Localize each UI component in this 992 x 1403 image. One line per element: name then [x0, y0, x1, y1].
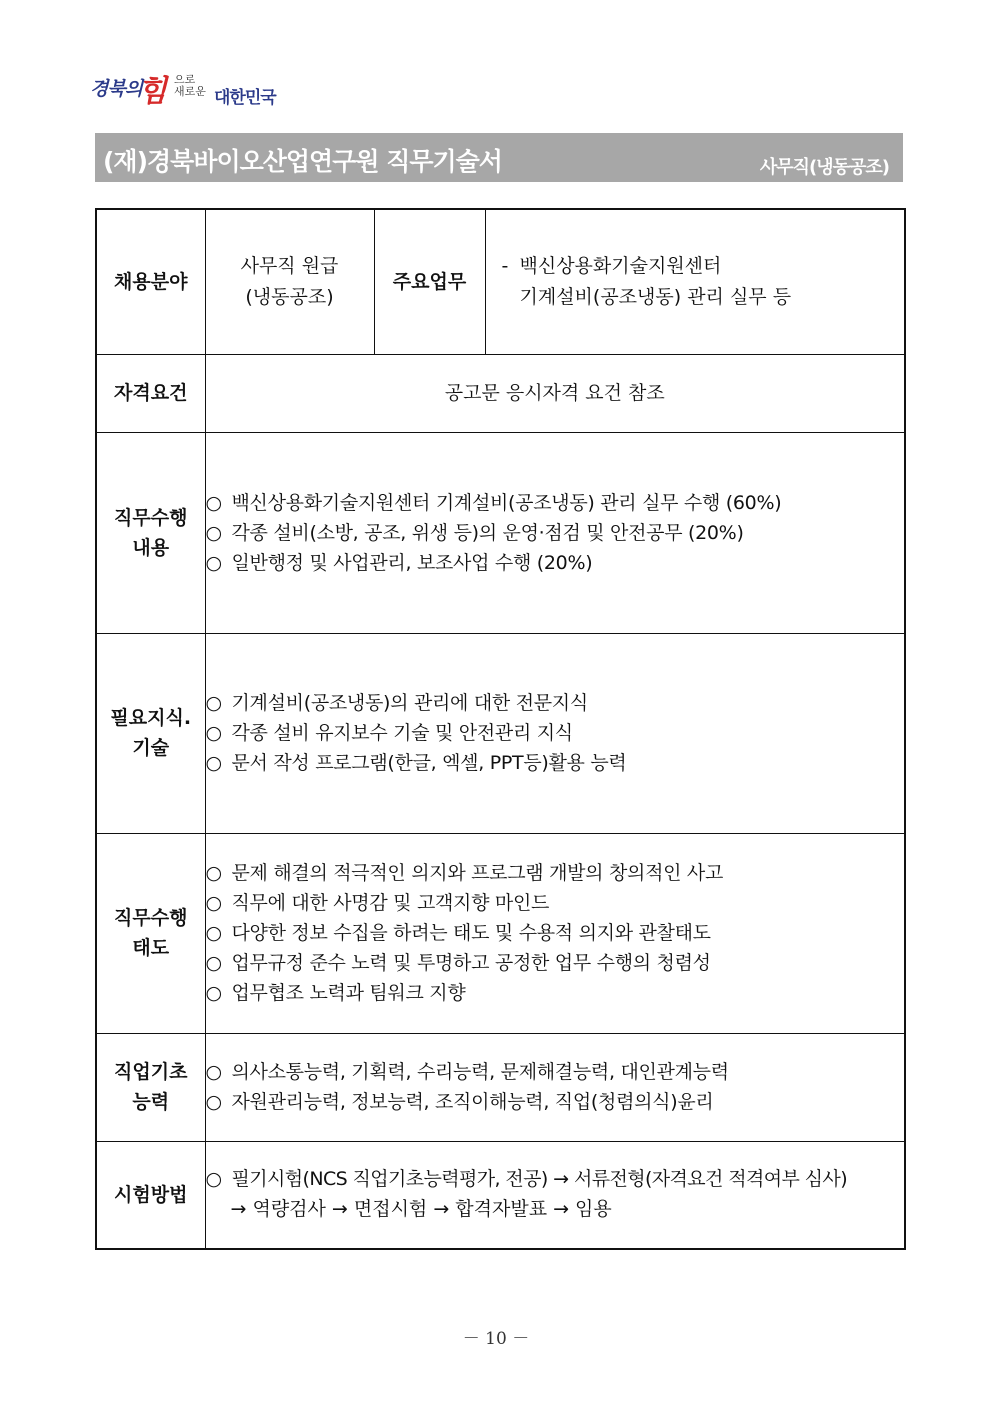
- table-row: [96, 1141, 905, 1249]
- bullet-icon: ○: [205, 982, 222, 1004]
- duties-list: [205, 432, 905, 633]
- list-item: ○ 업무협조 노력과 팀워크 지향: [206, 978, 905, 1008]
- job-description-table: [95, 208, 906, 1250]
- duty-line1: 백신상용화기술지원센터: [519, 254, 722, 277]
- list-item: ○ 업무규정 준수 노력 및 투명하고 공정한 업무 수행의 청렴성: [206, 948, 905, 978]
- duty-dash: -: [501, 254, 509, 277]
- bullet-icon: ○: [205, 892, 222, 914]
- bullet-icon: ○: [205, 952, 222, 974]
- bullet-icon: ○: [205, 1168, 222, 1191]
- document-title-bar: [95, 133, 903, 182]
- basic-ability-label: 직업기초 능력: [96, 1033, 205, 1141]
- list-item: ○ 문서 작성 프로그램(한글, 엑셀, PPT등)활용 능력: [206, 748, 905, 778]
- job-category: 사무직(냉동공조): [759, 157, 889, 178]
- exam-line2: → 역량검사 → 면접시험 → 합격자발표 → 임용: [230, 1198, 612, 1221]
- exam-method-label: 시험방법: [96, 1141, 205, 1249]
- list-item: ○ 직무에 대한 사명감 및 고객지향 마인드: [206, 888, 905, 918]
- list-item: ○ 의사소통능력, 기획력, 수리능력, 문제해결능력, 대인관계능력: [206, 1057, 905, 1087]
- duty-line2: 기계설비(공조냉동) 관리 실무 등: [519, 285, 792, 308]
- table-row: [96, 354, 905, 432]
- bullet-icon: ○: [205, 692, 222, 714]
- page-number: － 10 －: [462, 1329, 530, 1349]
- qualification-value: 공고문 응시자격 요건 참조: [205, 354, 905, 432]
- slogan-logo: [90, 72, 300, 108]
- list-item: ○ 각종 설비(소방, 공조, 위생 등)의 운영·점검 및 안전공무 (20%): [206, 518, 905, 548]
- table-row: [96, 833, 905, 1033]
- duty-value: [485, 209, 905, 354]
- table-row: [96, 1033, 905, 1141]
- bullet-icon: ○: [205, 551, 222, 574]
- logo-script-text: 경북의: [90, 78, 143, 100]
- bullet-icon: ○: [205, 862, 222, 884]
- list-item: ○ 각종 설비 유지보수 기술 및 안전관리 지식: [206, 718, 905, 748]
- bullet-icon: ○: [205, 722, 222, 744]
- bullet-icon: ○: [205, 1091, 222, 1113]
- recruit-field-line2: (냉동공조): [245, 285, 334, 308]
- logo-small-text: 으로 새로운: [174, 73, 206, 98]
- list-item: ○ 문제 해결의 적극적인 의지와 프로그램 개발의 창의적인 사고: [206, 858, 905, 888]
- recruit-field: [205, 209, 374, 354]
- list-item: ○ 백신상용화기술지원센터 기계설비(공조냉동) 관리 실무 수행 (60%): [206, 488, 905, 518]
- logo-accent-text: 힘: [138, 74, 167, 109]
- basic-ability-list: [205, 1033, 905, 1141]
- recruit-label: 채용분야: [96, 209, 205, 354]
- bullet-icon: ○: [205, 922, 222, 944]
- list-item: ○ 일반행정 및 사업관리, 보조사업 수행 (20%): [206, 548, 905, 578]
- list-item: ○ 기계설비(공조냉동)의 관리에 대한 전문지식: [206, 688, 905, 718]
- attitude-label: 직무수행 태도: [96, 833, 205, 1033]
- bullet-icon: ○: [205, 1061, 222, 1083]
- knowledge-list: [205, 633, 905, 833]
- bullet-icon: ○: [205, 752, 222, 774]
- exam-line1: ○ 필기시험(NCS 직업기초능력평가, 전공) → 서류전형(자격요건 적격여부 심사): [206, 1164, 905, 1194]
- table-row: [96, 209, 905, 354]
- document-title: (재)경북바이오산업연구원 직무기술서: [103, 147, 502, 176]
- list-item: ○ 다양한 정보 수집을 하려는 태도 및 수용적 의지와 관찰태도: [206, 918, 905, 948]
- list-item: ○ 자원관리능력, 정보능력, 조직이해능력, 직업(청렴의식)윤리: [206, 1087, 905, 1117]
- exam-method-value: [205, 1141, 905, 1249]
- bullet-icon: ○: [205, 491, 222, 514]
- duties-label: 직무수행 내용: [96, 432, 205, 633]
- qualification-label: 자격요건: [96, 354, 205, 432]
- logo-big-text: 대한민국: [214, 88, 276, 108]
- attitude-list: [205, 833, 905, 1033]
- table-row: [96, 633, 905, 833]
- table-row: [96, 432, 905, 633]
- knowledge-label: 필요지식. 기술: [96, 633, 205, 833]
- duty-label: 주요업무: [374, 209, 485, 354]
- bullet-icon: ○: [205, 521, 222, 544]
- recruit-field-line1: 사무직 원급: [240, 254, 339, 277]
